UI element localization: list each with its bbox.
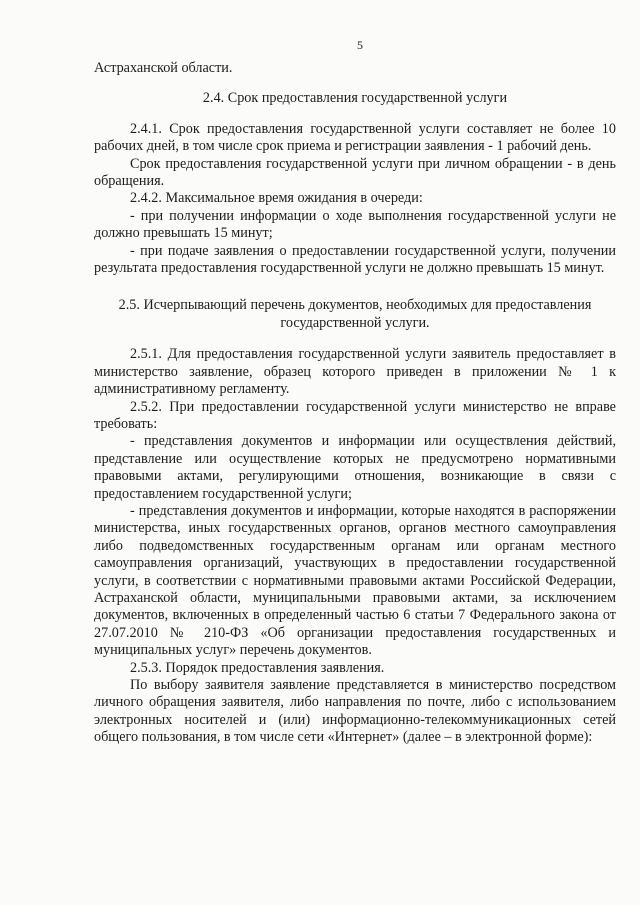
- paragraph-2-5-2-a: - представления документов и информации или осуществления действий, представление или осуществление которых не предусмотрено нормативными правовыми актами, регулирующими отношения, возникающие в связи с предоставлением государственной услуги;: [94, 433, 616, 502]
- paragraph-2-4-1-b: Срок предоставления государственной услуги при личном обращении - в день обращения.: [94, 155, 616, 190]
- paragraph-2-5-2-b: - представления документов и информации, которые находятся в распоряжении министерства, иных государственных органов, органов местного самоуправления либо подведомственных государственным органам или органам местного самоуправления организаций, участвующих в предоставлении государственной услуги, в соответствии с нормативными правовыми актами Российской Федерации, Астраханской области, муниципальными правовыми актами, за исключением документов, включенных в определенный частью 6 статьи 7 Федерального закона от 27.07.2010 № 210-ФЗ «Об организации предоставления государственных и муниципальных услуг» перечень документов.: [94, 502, 616, 659]
- paragraph-2-5-3-a: По выбору заявителя заявление представляется в министерство посредством личного обращения заявителя, либо направления по почте, либо с использованием электронных носителей и (или) информационно-телекоммуникационных сетей общего пользования, в том числе сети «Интернет» (далее – в электронной форме):: [94, 677, 616, 746]
- page-number: 5: [357, 38, 363, 52]
- document-body: [94, 60, 616, 747]
- section-heading-2-5-line2: государственной услуги.: [280, 314, 430, 331]
- section-heading-2-5-line1: 2.5. Исчерпывающий перечень документов, необходимых для предоставления: [118, 297, 592, 314]
- paragraph-2-5-2: 2.5.2. При предоставлении государственной услуги министерство не вправе требовать:: [94, 398, 616, 432]
- paragraph-2-4-1: 2.4.1. Срок предоставления государственной услуги составляет не более 10 рабочих дней, в том числе срок приема и регистрации заявления - 1 рабочий день.: [94, 120, 616, 155]
- paragraph-2-5-1: 2.5.1. Для предоставления государственной услуги заявитель предоставляет в министерство заявление, образец которого приведен в приложении № 1 к административному регламенту.: [94, 346, 616, 398]
- paragraph-2-4-2: 2.4.2. Максимальное время ожидания в очереди:: [130, 190, 423, 207]
- paragraph-2-5-3: 2.5.3. Порядок предоставления заявления.: [130, 659, 385, 676]
- paragraph-2-4-2-a: - при получении информации о ходе выполнения государственной услуги не должно превышать 15 минут;: [94, 207, 616, 242]
- paragraph-2-4-2-b: - при подаче заявления о предоставлении государственной услуги, получении результата предоставления государственной услуги не должно превышать 15 минут.: [94, 242, 616, 277]
- section-heading-2-4: 2.4. Срок предоставления государственной услуги: [202, 90, 508, 107]
- paragraph-continuation: Астраханской области.: [94, 60, 233, 76]
